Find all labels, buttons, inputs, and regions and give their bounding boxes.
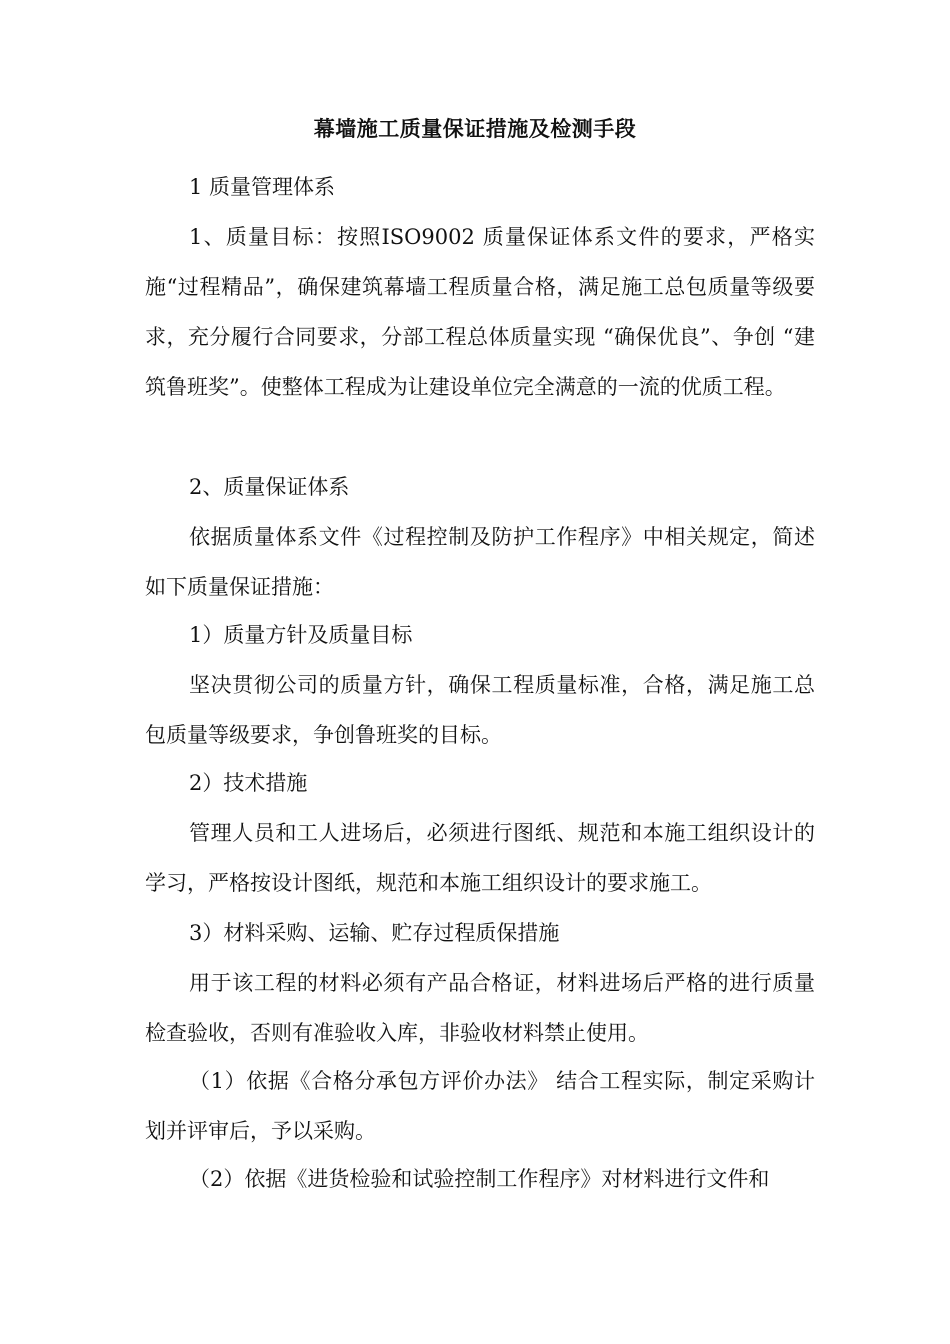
paragraph-policy: 坚决贯彻公司的质量方针，确保工程质量标准，合格，满足施工总包质量等级要求，争创鲁班奖的目标。 [145,673,815,747]
subheading-policy-goal: 1）质量方针及质量目标 [189,623,413,647]
paragraph-technical: 管理人员和工人进场后，必须进行图纸、规范和本施工组织设计的学习，严格按设计图纸，规范和本施工组织设计的要求施工。 [145,821,815,895]
paragraph-quality-goal: 1、质量目标：按照ISO9002 质量保证体系文件的要求，严格实施“过程精品”，确保建筑幕墙工程质量合格，满足施工总包质量等级要求，充分履行合同要求，分部工程总体质量实现 “确保优良”、争创 “建筑鲁班奖”。使整体工程成为让建设单位完全满意的一流的优质工程。 [145,225,815,399]
subheading-material-measures: 3）材料采购、运输、贮存过程质保措施 [189,921,560,945]
section-heading-quality-system: 1 质量管理体系 [189,175,336,199]
subheading-technical-measures: 2）技术措施 [189,771,308,795]
paragraph-materials: 用于该工程的材料必须有产品合格证，材料进场后严格的进行质量检查验收，否则有准验收入库，非验收材料禁止使用。 [145,971,815,1045]
section-heading-quality-assurance: 2、质量保证体系 [189,475,350,499]
paragraph-assurance-basis: 依据质量体系文件《过程控制及防护工作程序》中相关规定，简述如下质量保证措施： [145,525,815,599]
document-title: 幕墙施工质量保证措施及检测手段 [313,116,637,141]
paragraph-item-1: （1）依据《合格分承包方评价办法》 结合工程实际，制定采购计划并评审后，予以采购。 [145,1069,815,1143]
paragraph-item-2: （2）依据《进货检验和试验控制工作程序》对材料进行文件和 [189,1167,770,1191]
